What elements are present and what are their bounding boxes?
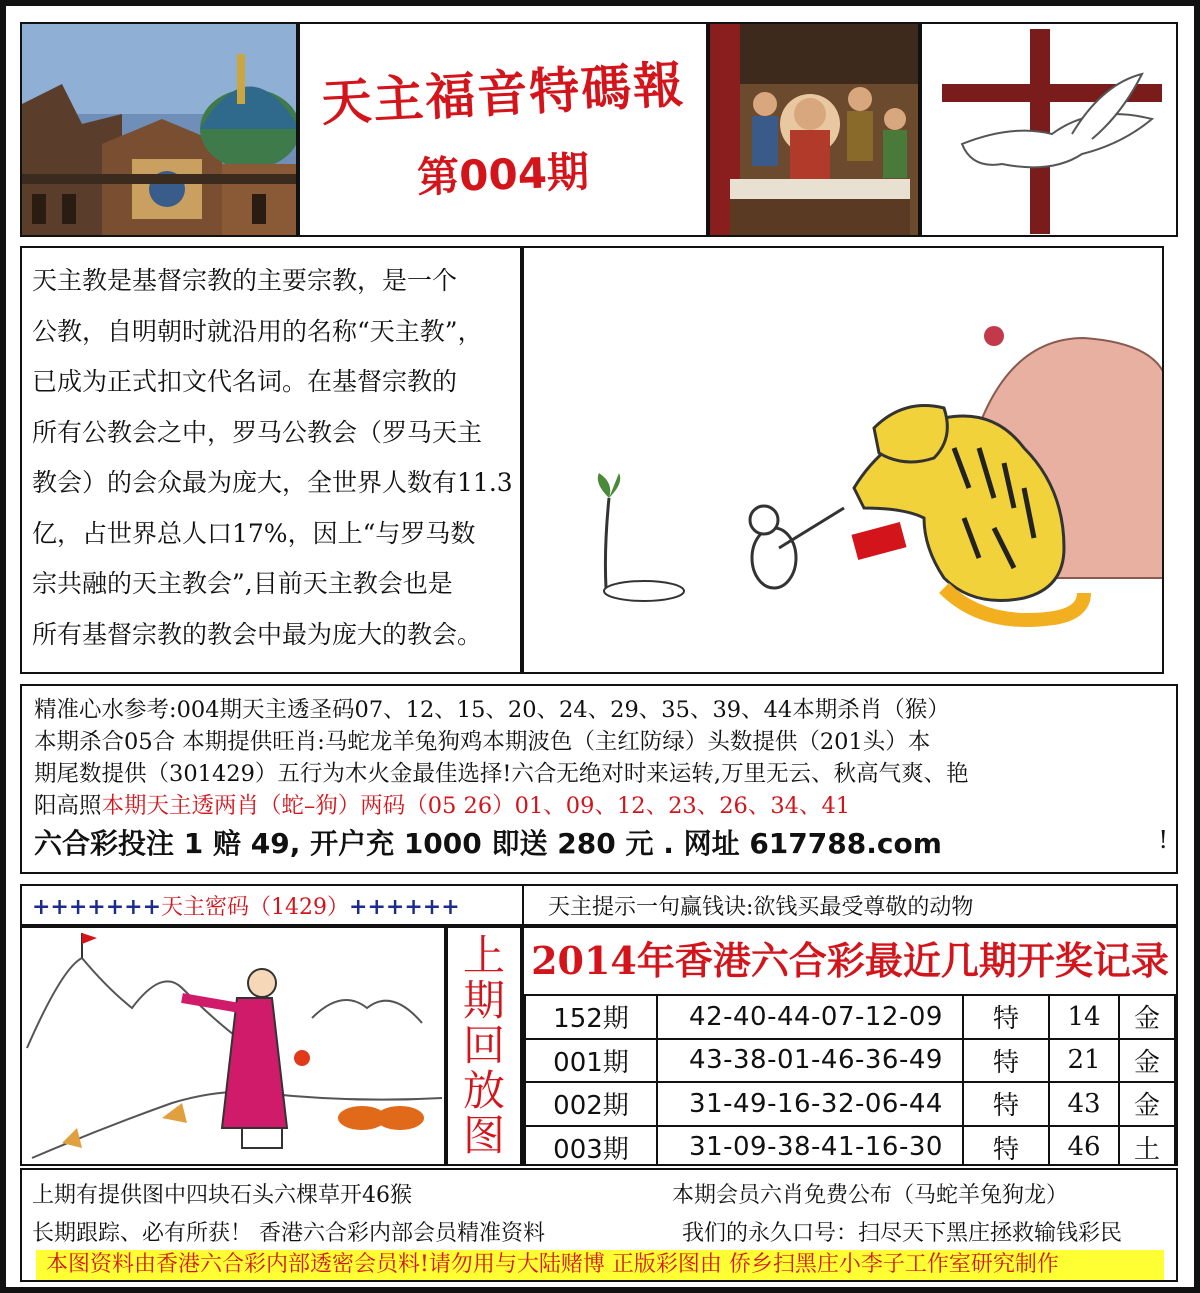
table-row <box>525 1082 1175 1126</box>
replay-char: 图 <box>462 1110 505 1160</box>
footer <box>20 1168 1178 1282</box>
special-label: 特 <box>963 1082 1049 1126</box>
prediction-highlight: 本期天主透两肖（蛇–狗）两码（05 26）01、09、12、23、26、34、41 <box>101 793 851 819</box>
draw-period: 002期 <box>525 1082 657 1126</box>
church-image <box>20 22 298 237</box>
page-title: 天主福音特碼報 <box>319 55 687 133</box>
replay-char: 上 <box>462 931 505 981</box>
mountain-scene-image <box>20 926 446 1166</box>
tiger-cartoon-image <box>522 246 1164 674</box>
footer-left-1: 上期有提供图中四块石头六棵草开46猴 <box>32 1183 412 1208</box>
issue-number: 第004期 <box>416 147 590 202</box>
prediction-section <box>20 684 1178 874</box>
draw-numbers: 31-09-38-41-16-30 <box>657 1126 963 1167</box>
intro-line: 已成为正式扣文代名词。在基督宗教的 <box>32 367 458 396</box>
special-element: 土 <box>1119 1126 1175 1167</box>
tip-header <box>522 884 1178 926</box>
special-number: 14 <box>1049 995 1119 1039</box>
exclamation-mark: ! <box>1158 826 1168 854</box>
prediction-line-1: 精准心水参考:004期天主透圣码07、12、15、20、24、29、35、39、44本期杀肖（猴） <box>34 697 950 723</box>
table-row <box>525 1039 1175 1083</box>
special-label: 特 <box>963 1039 1049 1083</box>
special-element: 金 <box>1119 1039 1175 1083</box>
special-label: 特 <box>963 1126 1049 1167</box>
special-label: 特 <box>963 995 1049 1039</box>
prediction-line-2: 本期杀合05合 本期提供旺肖:马蛇龙羊兔狗鸡本期波色（主红防绿）头数提供（201头）本 <box>34 729 931 755</box>
intro-line: 天主教是基督宗教的主要宗教，是一个 <box>32 266 458 295</box>
title-block <box>298 22 708 237</box>
prediction-line-3: 期尾数提供（301429）五行为木火金最佳选择!六合无绝对时来运转,万里无云、秋高气爽、艳 <box>34 761 969 787</box>
special-number: 21 <box>1049 1039 1119 1083</box>
special-element: 金 <box>1119 995 1175 1039</box>
footer-left-2: 长期跟踪、必有所获！ 香港六合彩内部会员精准资料 <box>32 1221 545 1246</box>
intro-line: 所有公教会之中，罗马公教会（罗马天主 <box>32 417 483 447</box>
intro-text <box>20 246 522 674</box>
footer-right-1: 本期会员六肖免费公布（马蛇羊兔狗龙） <box>672 1183 1069 1208</box>
cross-dove-image <box>920 22 1178 237</box>
intro-line: 宗共融的天主教会”,目前天主教会也是 <box>32 569 453 598</box>
draw-period: 003期 <box>525 1126 657 1167</box>
secret-code-header <box>20 884 524 926</box>
betting-ad: 六合彩投注 1 赔 49, 开户充 1000 即送 280 元 . 网址 617788.com <box>34 827 942 860</box>
special-number: 43 <box>1049 1082 1119 1126</box>
draw-table <box>524 994 1176 1166</box>
table-row <box>525 995 1175 1039</box>
replay-label <box>446 926 522 1166</box>
prediction-line-4-text: 阳高照 <box>34 793 102 819</box>
draw-record <box>522 926 1178 1166</box>
draw-numbers: 43-38-01-46-36-49 <box>657 1039 963 1083</box>
footer-right-2: 我们的永久口号：扫尽天下黑庄拯救输钱彩民 <box>682 1221 1123 1246</box>
replay-char: 期 <box>462 976 505 1026</box>
special-number: 46 <box>1049 1126 1119 1167</box>
prediction-line-4 <box>34 790 1164 822</box>
replay-char: 放 <box>462 1065 505 1115</box>
intro-line: 教会）的会众最为庞大，全世界人数有11.3 <box>32 468 513 497</box>
draw-period: 152期 <box>525 995 657 1039</box>
draw-period: 001期 <box>525 1039 657 1083</box>
intro-line: 亿，占世界总人口17%，因上“与罗马数 <box>32 518 476 548</box>
draw-numbers: 31-49-16-32-06-44 <box>657 1082 963 1126</box>
replay-char: 回 <box>462 1020 505 1070</box>
intro-line: 所有基督宗教的教会中最为庞大的教会。 <box>32 619 483 649</box>
draw-record-title: 2014年香港六合彩最近几期开奖记录 <box>531 938 1169 983</box>
tip-text: 天主提示一句赢钱诀:欲钱买最受尊敬的动物 <box>548 895 974 920</box>
footer-highlight-bar: 本图资料由香港六合彩内部透密会员料!请勿用与大陆赌博 正版彩图由 侨乡扫黑庄小李子工作室研究制作 <box>36 1250 1164 1280</box>
secret-code-label: 天主密码（1429） <box>161 895 350 920</box>
table-row <box>525 1126 1175 1167</box>
draw-numbers: 42-40-44-07-12-09 <box>657 995 963 1039</box>
plus-decoration-left: +++++++ <box>32 894 162 920</box>
intro-line: 公教，自明朝时就沿用的名称“天主教”， <box>32 316 483 346</box>
plus-decoration-right: ++++++ <box>349 894 460 920</box>
special-element: 金 <box>1119 1082 1175 1126</box>
last-supper-image <box>708 22 920 237</box>
